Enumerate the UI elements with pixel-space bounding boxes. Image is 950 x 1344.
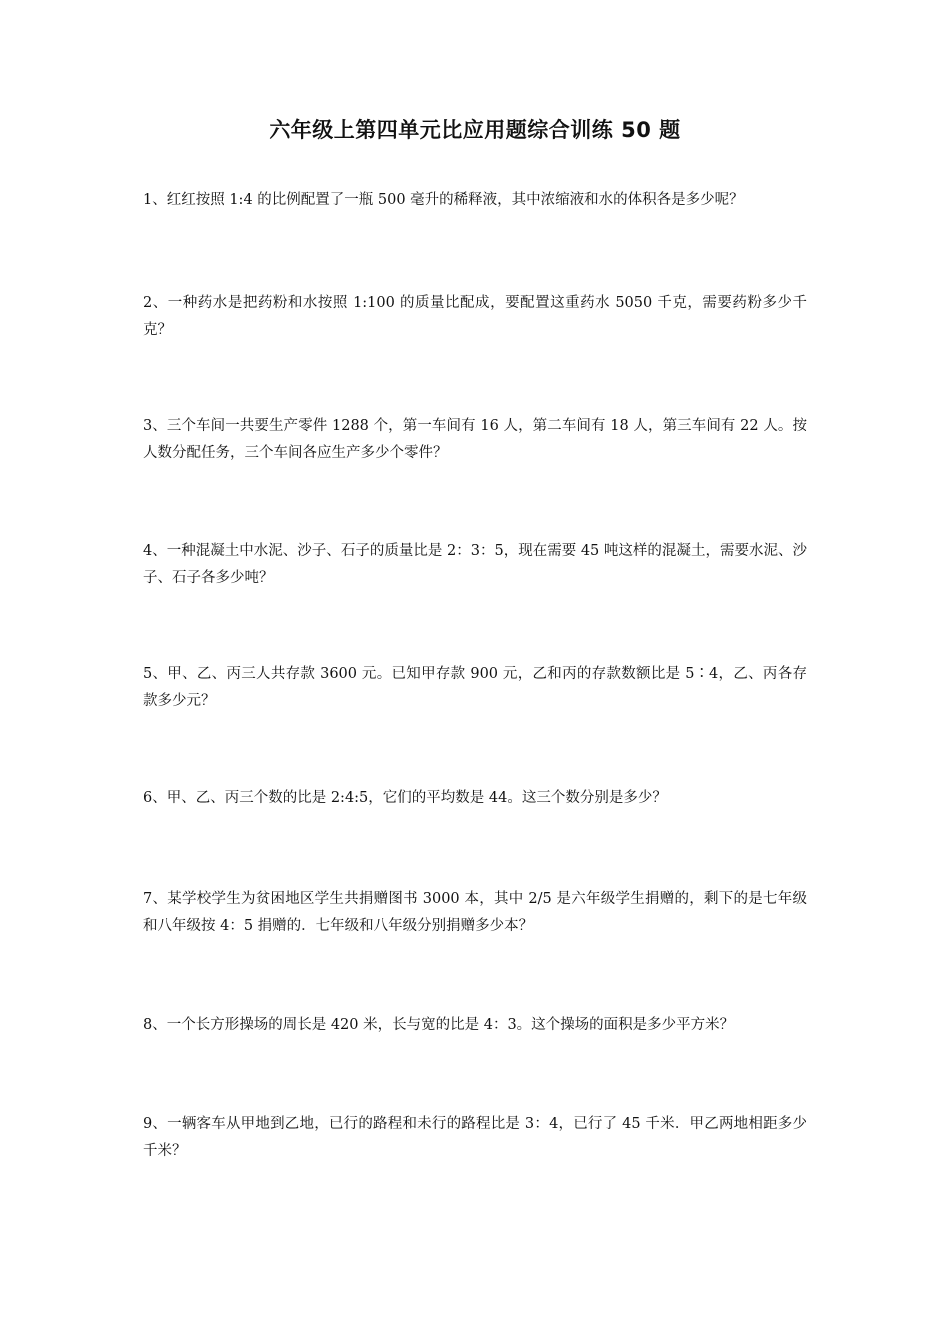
question-item: 6、甲、乙、丙三个数的比是 2:4:5，它们的平均数是 44。这三个数分别是多少？ [143,790,667,806]
question-item: 7、某学校学生为贫困地区学生共捐赠图书 3000 本，其中 2/5 是六年级学生捐赠的，剩下的是七年级和八年级按 4：5 捐赠的．七年级和八年级分别捐赠多少本？ [143,891,807,934]
question-item: 3、三个车间一共要生产零件 1288 个，第一车间有 16 人，第二车间有 18 人，第三车间有 22 人。按人数分配任务，三个车间各应生产多少个零件？ [143,418,807,461]
question-item: 2、一种药水是把药粉和水按照 1:100 的质量比配成，要配置这重药水 5050 千克，需要药粉多少千克？ [143,295,807,338]
question-item: 1、红红按照 1:4 的比例配置了一瓶 500 毫升的稀释液，其中浓缩液和水的体积各是多少呢？ [143,192,744,208]
question-item: 8、一个长方形操场的周长是 420 米，长与宽的比是 4：3。这个操场的面积是多少平方米？ [143,1017,735,1033]
question-item: 5、甲、乙、丙三人共存款 3600 元。已知甲存款 900 元，乙和丙的存款数额比是 5∶4，乙、丙各存款多少元？ [143,666,807,709]
question-item: 9、一辆客车从甲地到乙地，已行的路程和未行的路程比是 3：4，已行了 45 千米．甲乙两地相距多少千米？ [143,1116,807,1159]
question-item: 4、一种混凝土中水泥、沙子、石子的质量比是 2：3：5，现在需要 45 吨这样的混凝土，需要水泥、沙子、石子各多少吨？ [143,543,807,586]
worksheet-title: 六年级上第四单元比应用题综合训练 50 题 [269,118,681,142]
